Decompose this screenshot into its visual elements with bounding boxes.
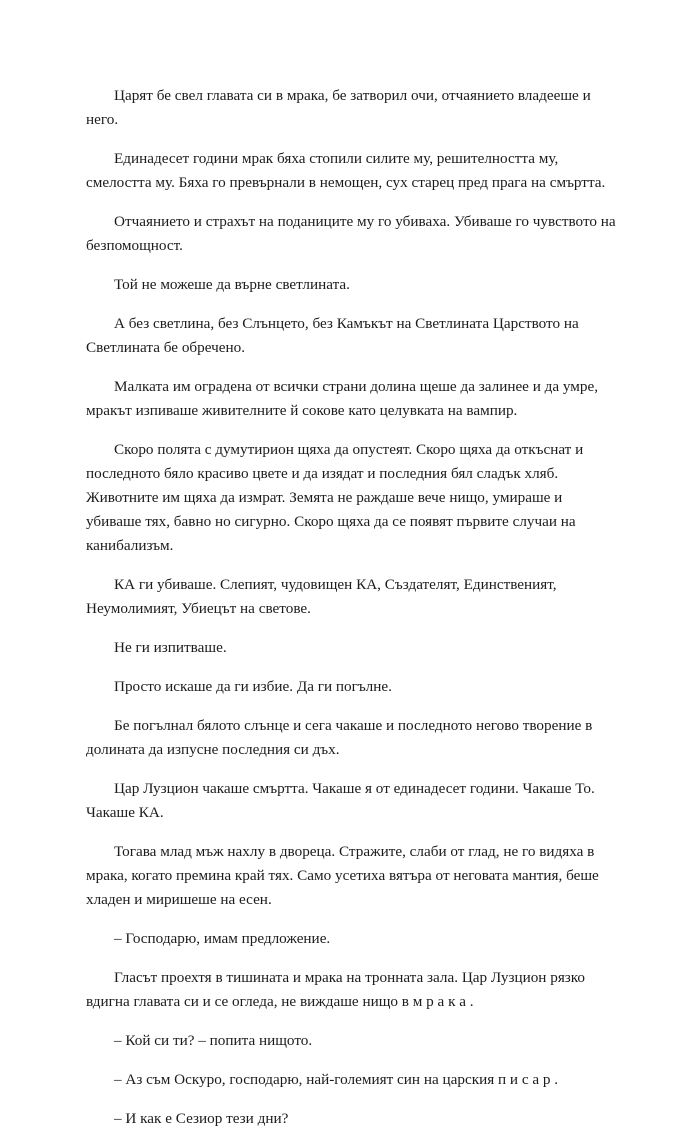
paragraph-15: Гласът проехтя в тишината и мрака на тронната зала. Цар Лузцион рязко вдигна главата си и се огледа, не виждаше нищо в м р а к а .: [86, 969, 586, 1010]
paragraph-18: – И как е Сезиор тези дни?: [114, 1110, 289, 1127]
paragraph-4: Той не можеше да върне светлината.: [114, 276, 350, 293]
paragraph-14: – Господарю, имам предложение.: [114, 930, 331, 947]
paragraph-9: Не ги изпитваше.: [114, 639, 227, 656]
paragraph-11: Бе погълнал бялото слънце и сега чакаше и последното негово творение в долината да изпусне последния си дъх.: [86, 717, 593, 758]
paragraph-1: Царят бе свел главата си в мрака, бе затворил очи, отчаянието владееше и него.: [86, 87, 591, 128]
paragraph-12: Цар Лузцион чакаше смъртта. Чакаше я от единадесет години. Чакаше То. Чакаше КА.: [86, 780, 595, 821]
paragraph-8: КА ги убиваше. Слепият, чудовищен КА, Създателят, Единственият, Неумолимият, Убиецът на светове.: [86, 576, 557, 617]
paragraph-13: Тогава млад мъж нахлу в двореца. Стражите, слаби от глад, не го видяха в мрака, когато премина край тях. Само усетиха вятъра от неговата мантия, беше хладен и миришеше на есен.: [86, 843, 599, 908]
paragraph-5: А без светлина, без Слънцето, без Камъкът на Светлината Царството на Светлината бе обречено.: [86, 315, 579, 356]
paragraph-6: Малката им оградена от всички страни долина щеше да залинее и да умре, мракът изпиваше живителните й сокове като целувката на вампир.: [86, 378, 599, 419]
paragraph-2: Единадесет години мрак бяха стопили силите му, решителността му, смелостта му. Бяха го превърнали в немощен, сух старец пред прага на смъртта.: [86, 150, 606, 191]
paragraph-7: Скоро полята с думутирион щяха да опустеят. Скоро щяха да откъснат и последното бяло красиво цвете и да изядат и последния бял сладък хляб. Животните им щяха да измрат. Земята не раждаше вече нищо, умираше и убиваше тях, бавно но сигурно. Скоро щяха да се появят първите случаи на канибализъм.: [86, 441, 584, 554]
paragraph-17: – Аз съм Оскуро, господарю, най-големият син на царския п и с а р .: [114, 1071, 559, 1088]
paragraph-10: Просто искаше да ги избие. Да ги погълне.: [114, 678, 392, 695]
paragraph-3: Отчаянието и страхът на поданиците му го убиваха. Убиваше го чувството на безпомощност.: [86, 213, 616, 254]
paragraph-16: – Кой си ти? – попита нищото.: [114, 1032, 313, 1049]
document-body: [86, 84, 618, 1146]
